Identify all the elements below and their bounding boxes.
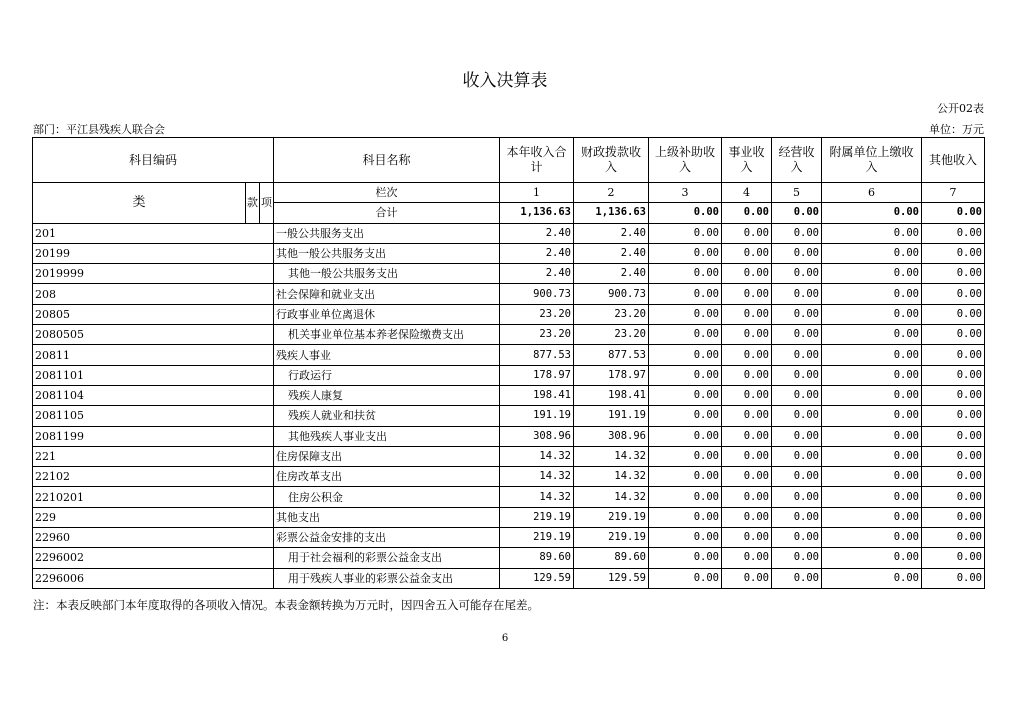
row-value: 877.53 [500,345,574,365]
row-value: 0.00 [772,223,822,243]
row-value: 198.41 [500,385,574,405]
income-table [32,137,985,589]
table-row [33,304,985,324]
row-value: 0.00 [722,264,772,284]
row-value: 14.32 [500,487,574,507]
row-value: 0.00 [649,568,722,588]
row-name: 用于社会福利的彩票公益金支出 [274,548,500,568]
row-value: 0.00 [649,528,722,548]
row-value: 0.00 [772,548,822,568]
table-row [33,528,985,548]
row-value: 0.00 [649,467,722,487]
row-value: 14.32 [574,467,649,487]
row-value: 0.00 [722,365,772,385]
header-col-3: 上级补助收入 [649,138,722,183]
row-value: 0.00 [649,446,722,466]
row-value: 219.19 [574,528,649,548]
row-value: 0.00 [722,243,772,263]
row-value: 2.40 [500,223,574,243]
row-value: 0.00 [772,264,822,284]
row-value: 14.32 [574,446,649,466]
row-value: 877.53 [574,345,649,365]
row-value: 0.00 [922,284,985,304]
row-value: 0.00 [922,243,985,263]
total-value: 0.00 [822,203,922,223]
page-title: 收入决算表 [462,71,548,91]
row-value: 0.00 [722,426,772,446]
row-value: 0.00 [922,487,985,507]
row-value: 23.20 [574,304,649,324]
row-value: 0.00 [722,223,772,243]
row-code: 2081199 [33,426,274,446]
col-num-7: 7 [922,183,985,203]
row-value: 89.60 [574,548,649,568]
table-row [33,345,985,365]
row-value: 0.00 [822,243,922,263]
table-row [33,325,985,345]
row-value: 0.00 [772,304,822,324]
row-value: 2.40 [574,243,649,263]
row-value: 0.00 [649,385,722,405]
row-value: 14.32 [500,467,574,487]
row-value: 0.00 [722,304,772,324]
row-value: 0.00 [649,507,722,527]
row-code: 20805 [33,304,274,324]
row-value: 2.40 [500,264,574,284]
department-label: 部门：平江县残疾人联合会 [33,123,165,136]
row-code: 20199 [33,243,274,263]
row-value: 900.73 [500,284,574,304]
row-value: 0.00 [722,345,772,365]
row-value: 0.00 [922,568,985,588]
row-value: 0.00 [649,243,722,263]
table-row [33,264,985,284]
row-value: 0.00 [649,325,722,345]
row-value: 0.00 [822,345,922,365]
row-value: 0.00 [822,487,922,507]
table-row [33,406,985,426]
row-value: 219.19 [500,507,574,527]
header-row [33,138,985,183]
row-value: 0.00 [772,467,822,487]
row-value: 308.96 [574,426,649,446]
row-value: 14.32 [574,487,649,507]
row-value: 0.00 [822,325,922,345]
lei-label: 类 [33,183,246,224]
total-value: 1,136.63 [574,203,649,223]
table-row [33,223,985,243]
header-col-5: 经营收入 [772,138,822,183]
row-code: 2210201 [33,487,274,507]
unit-label: 单位：万元 [929,123,984,136]
xiang-label: 项 [260,183,274,224]
table-row [33,487,985,507]
row-code: 2081104 [33,385,274,405]
col-num-6: 6 [822,183,922,203]
row-value: 0.00 [722,487,772,507]
row-value: 0.00 [922,264,985,284]
row-value: 0.00 [822,284,922,304]
page-number: 6 [501,633,509,644]
row-value: 0.00 [649,406,722,426]
col-num-4: 4 [722,183,772,203]
table-row [33,507,985,527]
total-value: 0.00 [649,203,722,223]
row-value: 0.00 [772,385,822,405]
row-name: 其他一般公共服务支出 [274,264,500,284]
table-row [33,568,985,588]
row-value: 0.00 [772,365,822,385]
row-value: 89.60 [500,548,574,568]
row-value: 0.00 [772,568,822,588]
row-value: 0.00 [922,325,985,345]
row-value: 0.00 [772,507,822,527]
row-code: 22960 [33,528,274,548]
header-code: 科目编码 [33,138,274,183]
row-value: 0.00 [772,406,822,426]
row-value: 0.00 [722,548,772,568]
row-value: 0.00 [922,223,985,243]
row-value: 0.00 [649,487,722,507]
row-value: 0.00 [772,325,822,345]
row-value: 0.00 [822,446,922,466]
total-value: 0.00 [922,203,985,223]
row-value: 0.00 [722,467,772,487]
row-value: 0.00 [722,284,772,304]
total-label: 合计 [274,203,500,223]
kuan-label: 款 [246,183,260,224]
row-value: 178.97 [500,365,574,385]
row-value: 0.00 [822,467,922,487]
row-name: 住房保障支出 [274,446,500,466]
row-value: 0.00 [822,507,922,527]
row-value: 0.00 [822,385,922,405]
table-row [33,446,985,466]
total-value: 1,136.63 [500,203,574,223]
row-value: 178.97 [574,365,649,385]
table-row [33,426,985,446]
row-code: 22102 [33,467,274,487]
row-name: 一般公共服务支出 [274,223,500,243]
table-row [33,284,985,304]
row-code: 201 [33,223,274,243]
row-value: 0.00 [772,345,822,365]
table-row [33,243,985,263]
total-value: 0.00 [722,203,772,223]
row-value: 0.00 [922,304,985,324]
row-value: 308.96 [500,426,574,446]
row-name: 其他残疾人事业支出 [274,426,500,446]
row-name: 住房改革支出 [274,467,500,487]
row-value: 0.00 [822,223,922,243]
row-value: 0.00 [722,385,772,405]
row-value: 0.00 [649,264,722,284]
row-value: 0.00 [922,345,985,365]
row-value: 0.00 [722,528,772,548]
row-value: 0.00 [772,446,822,466]
row-code: 208 [33,284,274,304]
row-value: 0.00 [822,426,922,446]
row-code: 2296006 [33,568,274,588]
header-name: 科目名称 [274,138,500,183]
row-value: 2.40 [500,243,574,263]
row-value: 0.00 [772,528,822,548]
row-value: 129.59 [500,568,574,588]
row-code: 221 [33,446,274,466]
row-value: 219.19 [574,507,649,527]
row-name: 行政运行 [274,365,500,385]
row-code: 2019999 [33,264,274,284]
row-code: 2081101 [33,365,274,385]
lanci-label: 栏次 [274,183,500,203]
row-value: 198.41 [574,385,649,405]
row-value: 0.00 [772,284,822,304]
row-value: 0.00 [822,365,922,385]
row-value: 0.00 [922,507,985,527]
total-value: 0.00 [772,203,822,223]
row-name: 机关事业单位基本养老保险缴费支出 [274,325,500,345]
row-value: 0.00 [722,406,772,426]
row-value: 14.32 [500,446,574,466]
row-value: 0.00 [822,528,922,548]
row-code: 2081105 [33,406,274,426]
row-value: 0.00 [922,365,985,385]
row-value: 129.59 [574,568,649,588]
row-code: 20811 [33,345,274,365]
row-value: 219.19 [500,528,574,548]
header-col-7: 其他收入 [922,138,985,183]
table-row [33,467,985,487]
row-value: 0.00 [722,325,772,345]
row-name: 残疾人康复 [274,385,500,405]
row-name: 社会保障和就业支出 [274,284,500,304]
col-num-1: 1 [500,183,574,203]
row-value: 0.00 [722,446,772,466]
header-col-4: 事业收入 [722,138,772,183]
row-name: 残疾人就业和扶贫 [274,406,500,426]
table-row [33,548,985,568]
row-value: 0.00 [772,243,822,263]
col-num-3: 3 [649,183,722,203]
row-name: 住房公积金 [274,487,500,507]
col-num-2: 2 [574,183,649,203]
row-value: 0.00 [922,426,985,446]
col-num-5: 5 [772,183,822,203]
row-value: 0.00 [649,548,722,568]
row-value: 0.00 [822,568,922,588]
row-value: 0.00 [922,385,985,405]
row-name: 彩票公益金安排的支出 [274,528,500,548]
row-code: 2296002 [33,548,274,568]
row-value: 191.19 [574,406,649,426]
header-col-1: 本年收入合计 [500,138,574,183]
table-row [33,365,985,385]
footnote: 注：本表反映部门本年度取得的各项收入情况。本表金额转换为万元时，因四舍五入可能存在尾差。 [33,598,539,612]
lanci-row [33,183,985,203]
row-value: 2.40 [574,223,649,243]
row-code: 229 [33,507,274,527]
row-value: 0.00 [722,507,772,527]
row-name: 用于残疾人事业的彩票公益金支出 [274,568,500,588]
row-value: 0.00 [722,568,772,588]
row-value: 0.00 [772,487,822,507]
row-name: 行政事业单位离退休 [274,304,500,324]
row-value: 0.00 [649,284,722,304]
row-name: 其他一般公共服务支出 [274,243,500,263]
row-code: 2080505 [33,325,274,345]
row-value: 0.00 [822,548,922,568]
row-value: 2.40 [574,264,649,284]
row-value: 0.00 [922,406,985,426]
row-value: 23.20 [500,325,574,345]
row-value: 0.00 [772,426,822,446]
row-value: 23.20 [500,304,574,324]
row-value: 900.73 [574,284,649,304]
row-value: 191.19 [500,406,574,426]
row-value: 0.00 [649,345,722,365]
form-code: 公开02表 [937,102,984,115]
row-value: 0.00 [922,548,985,568]
row-value: 0.00 [649,365,722,385]
header-col-6: 附属单位上缴收入 [822,138,922,183]
row-name: 其他支出 [274,507,500,527]
header-col-2: 财政拨款收入 [574,138,649,183]
row-value: 0.00 [649,426,722,446]
row-value: 0.00 [922,467,985,487]
row-value: 0.00 [922,446,985,466]
row-value: 23.20 [574,325,649,345]
row-value: 0.00 [822,264,922,284]
row-value: 0.00 [822,304,922,324]
row-name: 残疾人事业 [274,345,500,365]
table-row [33,385,985,405]
row-value: 0.00 [822,406,922,426]
row-value: 0.00 [649,304,722,324]
row-value: 0.00 [649,223,722,243]
row-value: 0.00 [922,528,985,548]
